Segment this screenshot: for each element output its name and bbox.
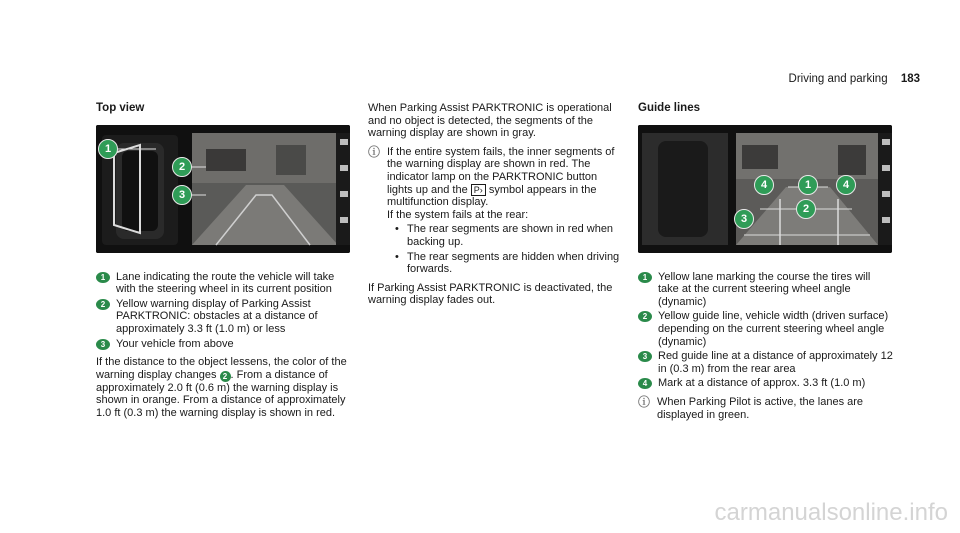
item-number: 3: [96, 339, 110, 350]
inline-callout: 2: [220, 371, 231, 382]
item-text: Lane indicating the route the vehicle will take with the steering wheel in its current position: [116, 270, 335, 296]
paragraph: [96, 356, 350, 419]
item-number: 1: [96, 272, 110, 283]
callout-marker: 4: [836, 175, 856, 195]
note-text: If the system fails at the rear:: [387, 208, 529, 221]
paragraph-text: . From a distance of approximately 2.0 ft (0.6 m) the warning display is shown in orange. From a distance of approximately 1.0 ft (0.3 m) the warning display is shown in red.: [96, 368, 346, 419]
callout-marker: 4: [754, 175, 774, 195]
page-header: [789, 73, 920, 85]
callout-marker: 2: [172, 157, 192, 177]
item-text: Your vehicle from above: [116, 337, 234, 350]
camera-figure-top-view: [96, 125, 350, 253]
note-text: symbol appears in the multifunction display.: [387, 183, 597, 209]
callout-marker: 3: [172, 185, 192, 205]
list-item: [638, 271, 894, 309]
paragraph-text: If the distance to the object lessens, the color of the warning display changes: [96, 356, 347, 381]
item-text: Yellow guide line, vehicle width (driven surface) depending on the current steering wheel angle (dynamic): [658, 310, 889, 348]
paragraph: If Parking Assist PARKTRONIC is deactivated, the warning display fades out.: [368, 281, 613, 307]
callout-marker: 1: [798, 175, 818, 195]
column-parktronic: [368, 102, 622, 307]
note-text: If the entire system fails, the inner segments of the warning display are shown in red. The indicator lamp on the PARKTRONIC button lights up and the: [387, 145, 615, 196]
camera-figure-guide-lines: [638, 125, 892, 253]
item-number: 1: [638, 272, 652, 283]
info-icon: ⓘ: [638, 394, 651, 409]
note: [638, 396, 894, 421]
column-guide-lines: [638, 102, 894, 421]
item-number: 2: [638, 311, 652, 322]
column-top-view: [96, 102, 350, 420]
item-text: Red guide line at a distance of approximately 12 in (0.3 m) from the rear area: [658, 350, 893, 375]
callout-marker: 2: [796, 199, 816, 219]
item-number: 3: [638, 351, 652, 362]
list-item: [96, 271, 350, 296]
list-item: [96, 338, 350, 351]
item-text: Mark at a distance of approx. 3.3 ft (1.0 m): [658, 377, 866, 390]
item-text: Yellow lane marking the course the tires will take at the current steering wheel angle (dynamic): [658, 270, 871, 308]
section-title: Driving and parking: [788, 73, 888, 85]
list-item: [395, 251, 622, 276]
bullet-text: The rear segments are hidden when driving forwards.: [407, 250, 620, 276]
list-item: [96, 298, 350, 336]
watermark: carmanualsonline.info: [714, 499, 948, 526]
list-item: [395, 223, 622, 248]
note: [368, 146, 622, 276]
note-text: When Parking Pilot is active, the lanes are displayed in green.: [657, 395, 864, 421]
callout-marker: 1: [98, 139, 118, 159]
list-item: [638, 310, 894, 348]
list-item: [638, 350, 894, 375]
page-number: 183: [900, 73, 920, 85]
list-item: [638, 377, 894, 390]
camera-image-top-view: [96, 125, 350, 253]
info-icon: ⓘ: [368, 144, 381, 159]
heading-guide-lines: Guide lines: [638, 102, 700, 114]
item-text: Yellow warning display of Parking Assist PARKTRONIC: obstacles at a distance of approximately 3.3 ft (1.0 m) or less: [116, 297, 318, 335]
callout-marker: 3: [734, 209, 754, 229]
parking-symbol-icon: P›: [471, 184, 486, 196]
bullet-text: The rear segments are shown in red when backing up.: [407, 223, 614, 248]
bullet-icon: •: [395, 223, 399, 236]
item-number: 2: [96, 299, 110, 310]
heading-top-view: Top view: [96, 102, 145, 114]
paragraph: When Parking Assist PARKTRONIC is operational and no object is detected, the segments of the warning display are shown in gray.: [368, 102, 612, 140]
item-number: 4: [638, 378, 652, 389]
bullet-icon: •: [395, 250, 399, 263]
